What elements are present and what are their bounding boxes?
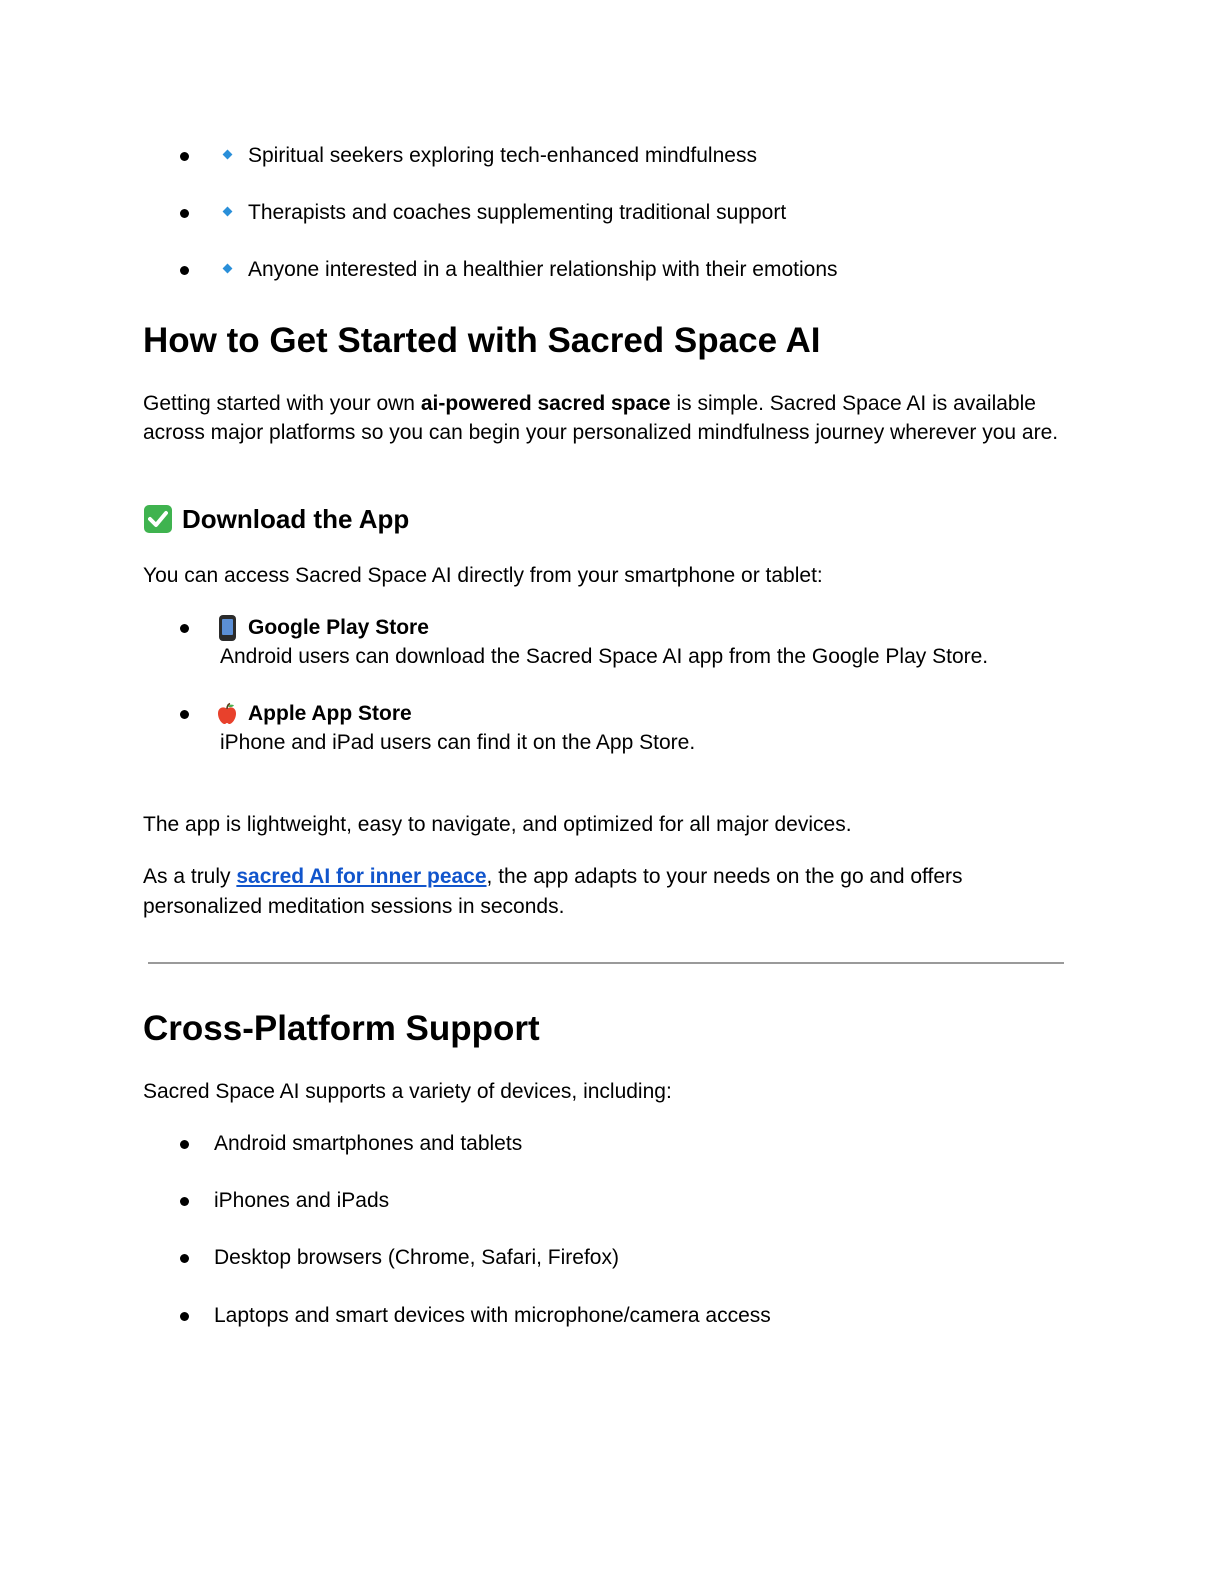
- list-item-text: Spiritual seekers exploring tech-enhanced mindfulness: [248, 144, 757, 167]
- apple-icon: [215, 702, 239, 726]
- download-heading: Download the App: [182, 504, 410, 534]
- blue-diamond-icon: [223, 207, 233, 217]
- peace-text: As a truly: [143, 865, 237, 888]
- bullet-icon: [180, 1140, 189, 1149]
- peace-text: , the app adapts to your needs on the go and offers personalized meditation sessions in seconds.: [143, 865, 963, 918]
- intro-text: is simple. Sacred Space AI is available across major platforms so you can begin your personalized mindfulness journey wherever you are.: [143, 392, 1059, 444]
- bullet-icon: [180, 1254, 189, 1263]
- list-item-text: Therapists and coaches supplementing traditional support: [248, 201, 787, 224]
- bullet-icon: [180, 710, 189, 719]
- blue-diamond-icon: [223, 150, 233, 160]
- list-item-text: Android smartphones and tablets: [214, 1132, 523, 1155]
- check-mark-icon: [144, 505, 172, 533]
- horizontal-divider: [148, 962, 1064, 964]
- intro-bold-text: ai-powered sacred space: [420, 392, 671, 415]
- bullet-icon: [180, 266, 189, 275]
- list-item-text: iPhones and iPads: [214, 1189, 390, 1212]
- blue-diamond-icon: [223, 264, 233, 274]
- section-heading-get-started: How to Get Started with Sacred Space AI: [143, 321, 821, 360]
- bullet-icon: [180, 1312, 189, 1321]
- bullet-icon: [180, 209, 189, 218]
- lightweight-paragraph: The app is lightweight, easy to navigate, and optimized for all major devices.: [143, 813, 852, 836]
- cross-platform-intro: Sacred Space AI supports a variety of devices, including:: [143, 1080, 672, 1103]
- intro-text: Getting started with your own: [143, 392, 421, 415]
- phone-icon: [219, 615, 236, 641]
- list-item-text: Anyone interested in a healthier relationship with their emotions: [248, 258, 838, 281]
- list-item-text: Laptops and smart devices with microphone/camera access: [214, 1304, 771, 1327]
- bullet-icon: [180, 624, 189, 633]
- sacred-ai-inner-peace-link[interactable]: sacred AI for inner peace: [236, 865, 487, 888]
- bullet-icon: [180, 152, 189, 161]
- section-heading-cross-platform: Cross-Platform Support: [143, 1009, 540, 1048]
- store-description: iPhone and iPad users can find it on the App Store.: [220, 731, 696, 754]
- store-description: Android users can download the Sacred Space AI app from the Google Play Store.: [220, 645, 989, 668]
- store-title: Google Play Store: [248, 616, 429, 639]
- download-intro: You can access Sacred Space AI directly from your smartphone or tablet:: [143, 564, 823, 587]
- list-item-text: Desktop browsers (Chrome, Safari, Firefox): [214, 1246, 619, 1269]
- get-started-intro: [143, 389, 1083, 447]
- inner-peace-paragraph: [143, 862, 1023, 922]
- store-title: Apple App Store: [248, 702, 412, 725]
- bullet-icon: [180, 1197, 189, 1206]
